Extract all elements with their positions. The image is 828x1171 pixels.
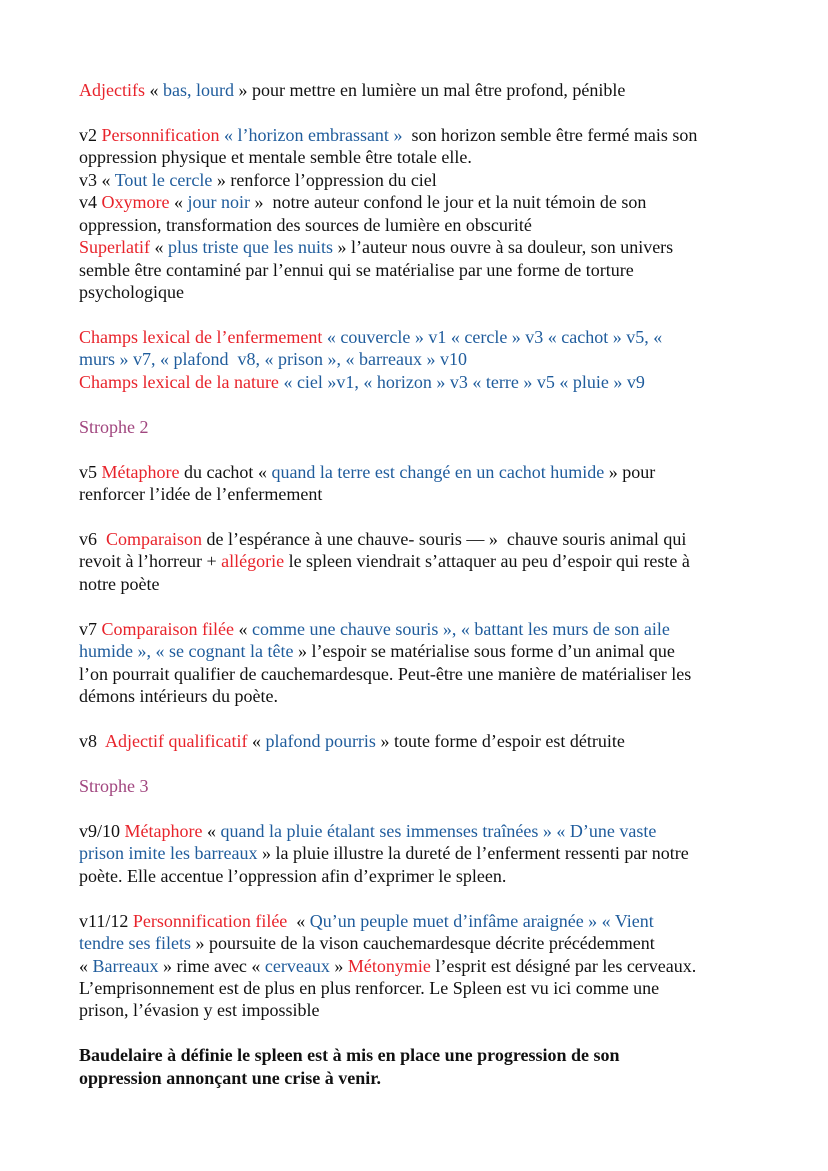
text-line	[79, 124, 779, 146]
figure-term: Comparaison	[106, 528, 202, 549]
text-line	[79, 461, 779, 483]
body-text: v3 «	[79, 169, 115, 190]
figure-term: Adjectifs	[79, 80, 145, 100]
text-line	[79, 191, 779, 213]
paragraph	[79, 1044, 779, 1089]
section-heading: Strophe 2	[79, 416, 149, 437]
text-line	[79, 416, 779, 438]
body-text: » poursuite de la vison cauchemardesque décrite précédemment	[190, 933, 655, 954]
text-line	[79, 348, 779, 370]
body-text: oppression, transformation des sources de lumière en obscurité	[79, 214, 532, 235]
body-text: » toute forme d’espoir est détruite	[375, 731, 625, 752]
body-text: «	[247, 731, 266, 752]
figure-term: Métaphore	[101, 461, 180, 482]
body-text: » pour	[604, 461, 656, 482]
section-heading: Strophe 3	[79, 775, 149, 796]
body-text: v8	[79, 731, 106, 752]
body-text: » la pluie illustre la dureté de l’enferment ressenti par notre	[257, 843, 689, 864]
quotation: prison imite les barreaux	[79, 843, 258, 864]
body-text: l’on pourrait qualifier de cauchemardesque. Peut-être une manière de matérialiser les	[79, 663, 692, 684]
quotation: murs » v7, « plafond v8, « prison », « barreaux » v10	[79, 349, 467, 370]
quotation: « l’horizon embrassant »	[223, 124, 403, 145]
paragraph	[79, 461, 779, 506]
body-text: démons intérieurs du poète.	[79, 686, 278, 707]
body-text: oppression physique et mentale semble être totale elle.	[79, 147, 472, 168]
body-text: »	[329, 955, 348, 976]
body-text: de l’espérance à une chauve- souris — » chauve souris animal qui	[202, 528, 687, 549]
figure-term: Métaphore	[124, 820, 203, 841]
body-text: «	[149, 237, 168, 258]
conclusion-text: Baudelaire à définie le spleen est à mis en place une progression de son	[79, 1045, 620, 1066]
figure-term: allégorie	[221, 551, 285, 572]
quotation: bas, lourd	[162, 80, 234, 100]
body-text: L’emprisonnement est de plus en plus renforcer. Le Spleen est vu ici comme une	[79, 977, 660, 998]
quotation: quand la pluie étalant ses immenses traînées » « D’une vaste	[220, 820, 657, 841]
paragraph	[79, 326, 779, 393]
body-text: v11/12	[79, 910, 133, 931]
text-line	[79, 79, 779, 101]
text-line	[79, 865, 779, 887]
figure-term: Adjectif qualificatif	[105, 731, 248, 752]
text-line	[79, 618, 779, 640]
text-line	[79, 259, 779, 281]
text-line	[79, 820, 779, 842]
body-text: le spleen viendrait s’attaquer au peu d’espoir qui reste à	[284, 551, 690, 572]
figure-term: Personnification filée	[132, 910, 288, 931]
body-text: «	[79, 955, 93, 976]
text-line	[79, 932, 779, 954]
quotation: humide », « se cognant la tête	[79, 641, 294, 662]
body-text: notre poète	[79, 573, 160, 594]
text-line	[79, 955, 779, 977]
body-text: du cachot «	[179, 461, 272, 482]
text-line	[79, 663, 779, 685]
text-line	[79, 730, 779, 752]
figure-term: Champs lexical de la nature	[79, 371, 279, 392]
text-line	[79, 999, 779, 1021]
quotation: Qu’un peuple muet d’infâme araignée » « Vient	[309, 910, 654, 931]
document-page	[79, 79, 779, 1112]
text-line	[79, 910, 779, 932]
quotation: tendre ses filets	[79, 933, 191, 954]
body-text: » rime avec «	[158, 955, 265, 976]
paragraph	[79, 910, 779, 1022]
text-line	[79, 146, 779, 168]
text-line	[79, 685, 779, 707]
paragraph	[79, 124, 779, 304]
body-text: «	[233, 618, 252, 639]
quotation: plafond pourris	[265, 731, 376, 752]
body-text: » pour mettre en lumière un mal être profond, pénible	[233, 80, 626, 100]
quotation: comme une chauve souris », « battant les murs de son aile	[251, 618, 670, 639]
paragraph	[79, 79, 779, 101]
text-line	[79, 483, 779, 505]
figure-term: Métonymie	[347, 955, 431, 976]
quotation: « couvercle » v1 « cercle » v3 « cachot » v5, «	[322, 326, 663, 347]
paragraph	[79, 730, 779, 752]
body-text: prison, l’évasion y est impossible	[79, 1000, 320, 1021]
text-line	[79, 550, 779, 572]
text-line	[79, 326, 779, 348]
text-line	[79, 775, 779, 797]
body-text: » renforce l’oppression du ciel	[212, 169, 437, 190]
figure-term: Oxymore	[101, 192, 170, 213]
body-text: son horizon semble être fermé mais son	[402, 124, 698, 145]
quotation: Tout le cercle	[114, 169, 213, 190]
body-text: poète. Elle accentue l’oppression afin d’exprimer le spleen.	[79, 865, 507, 886]
figure-term: Superlatif	[79, 237, 150, 258]
quotation: plus triste que les nuits	[167, 237, 333, 258]
body-text: v9/10	[79, 820, 125, 841]
text-line	[79, 236, 779, 258]
paragraph	[79, 775, 779, 797]
body-text: » notre auteur confond le jour et la nuit témoin de son	[249, 192, 647, 213]
body-text: v6	[79, 528, 106, 549]
paragraph	[79, 528, 779, 595]
body-text: » l’espoir se matérialise sous forme d’un animal que	[293, 641, 675, 662]
quotation: Barreaux	[92, 955, 159, 976]
text-line	[79, 640, 779, 662]
body-text: v4	[79, 192, 102, 213]
body-text: v5	[79, 461, 102, 482]
body-text: v7	[79, 618, 102, 639]
body-text: «	[202, 820, 221, 841]
body-text: «	[144, 80, 163, 100]
body-text: semble être contaminé par l’ennui qui se matérialise par une forme de torture	[79, 259, 634, 280]
text-line	[79, 169, 779, 191]
quotation: « ciel »v1, « horizon » v3 « terre » v5 « pluie » v9	[278, 371, 645, 392]
conclusion-text: oppression annonçant une crise à venir.	[79, 1067, 382, 1088]
quotation: cerveaux	[264, 955, 330, 976]
figure-term: Champs lexical de l’enfermement	[79, 326, 323, 347]
body-text: psychologique	[79, 282, 184, 303]
paragraph	[79, 416, 779, 438]
body-text: l’esprit est désigné par les cerveaux.	[430, 955, 697, 976]
body-text: revoit à l’horreur +	[79, 551, 222, 572]
text-line	[79, 573, 779, 595]
quotation: jour noir	[187, 192, 250, 213]
text-line	[79, 214, 779, 236]
paragraph	[79, 820, 779, 887]
text-line	[79, 528, 779, 550]
body-text: «	[169, 192, 188, 213]
paragraph	[79, 618, 779, 708]
text-line	[79, 977, 779, 999]
text-line	[79, 281, 779, 303]
figure-term: Comparaison filée	[101, 618, 234, 639]
text-line	[79, 842, 779, 864]
text-line	[79, 1044, 779, 1066]
body-text: » l’auteur nous ouvre à sa douleur, son univers	[332, 237, 674, 258]
text-line	[79, 1067, 779, 1089]
text-line	[79, 371, 779, 393]
body-text: v2	[79, 124, 102, 145]
figure-term: Personnification	[101, 124, 224, 145]
body-text: renforcer l’idée de l’enfermement	[79, 484, 323, 505]
body-text: «	[287, 910, 310, 931]
quotation: quand la terre est changé en un cachot humide	[271, 461, 605, 482]
